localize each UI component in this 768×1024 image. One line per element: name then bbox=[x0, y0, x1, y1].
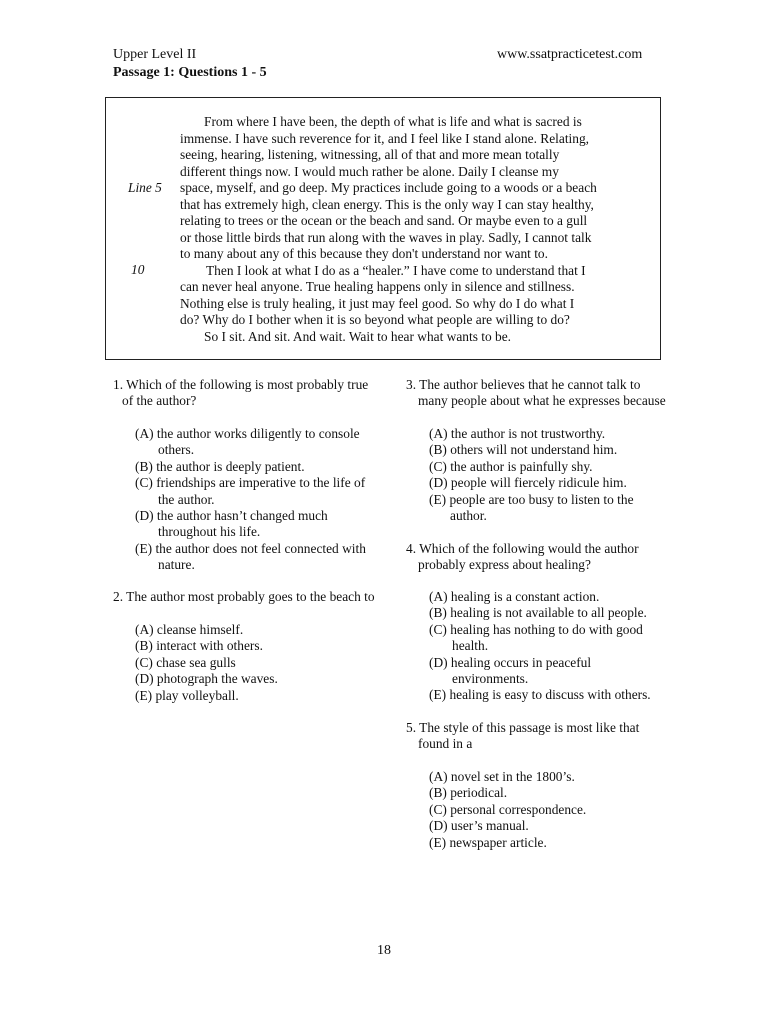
line-marker-5: Line 5 bbox=[128, 180, 162, 195]
passage-line: From where I have been, the depth of what is life and what is sacred is bbox=[204, 114, 582, 129]
passage-line: relating to trees or the ocean or the beach and sand. Or maybe even to a gull bbox=[180, 213, 588, 228]
question-4-option-b[interactable]: (B) healing is not available to all people. bbox=[429, 605, 647, 621]
question-3-stem: many people about what he expresses because bbox=[418, 393, 666, 409]
question-4-option-c: health. bbox=[452, 638, 489, 654]
question-2-option-d[interactable]: (D) photograph the waves. bbox=[135, 671, 278, 687]
passage-line: that has extremely high, clean energy. This is the only way I can stay healthy, bbox=[180, 196, 594, 212]
question-1-option-a[interactable]: (A) the author works diligently to console bbox=[135, 426, 360, 441]
level-title: Upper Level II bbox=[113, 47, 197, 62]
passage-line: do? Why do I bother when it is so beyond what people are willing to do? bbox=[180, 312, 570, 327]
passage-line: So I sit. And sit. And wait. Wait to hear what wants to be. bbox=[204, 328, 512, 344]
question-4-option-d: environments. bbox=[452, 671, 529, 686]
passage-line: or those little birds that run along with the waves in play. Sadly, I cannot talk bbox=[180, 229, 592, 245]
question-4-stem: 4. Which of the following would the author bbox=[406, 540, 639, 556]
passage-title: Passage 1: Questions 1 - 5 bbox=[113, 65, 267, 80]
question-4-option-a[interactable]: (A) healing is a constant action. bbox=[429, 589, 600, 604]
question-3-option-a[interactable]: (A) the author is not trustworthy. bbox=[429, 426, 606, 441]
question-1-option-e[interactable]: (E) the author does not feel connected with bbox=[135, 540, 366, 556]
question-5-stem: 5. The style of this passage is most like that bbox=[406, 720, 640, 735]
passage-line: to many about any of this because they don't understand nor want to. bbox=[180, 246, 548, 261]
passage-line: Nothing else is truly healing, it just may feel good. So why do I do what I bbox=[180, 295, 575, 311]
page-number: 18 bbox=[377, 943, 391, 958]
question-4-option-e[interactable]: (E) healing is easy to discuss with others. bbox=[429, 687, 651, 703]
passage-line: space, myself, and go deep. My practices include going to a woods or a beach bbox=[180, 180, 597, 195]
passage-line: Then I look at what I do as a “healer.” I have come to understand that I bbox=[206, 262, 586, 278]
question-5-option-d[interactable]: (D) user’s manual. bbox=[429, 818, 529, 834]
question-2-stem: 2. The author most probably goes to the beach to bbox=[113, 589, 375, 604]
question-2-option-c[interactable]: (C) chase sea gulls bbox=[135, 654, 236, 670]
question-1-option-a: others. bbox=[158, 442, 195, 458]
passage-line: can never heal anyone. True healing happens only in silence and stillness. bbox=[180, 279, 575, 294]
question-1-option-c: the author. bbox=[158, 491, 215, 507]
passage-line: seeing, hearing, listening, witnessing, all of that and more mean totally bbox=[180, 147, 560, 162]
passage-line: different things now. I would much rather be alone. Daily I cleanse my bbox=[180, 163, 559, 179]
site-url: www.ssatpracticetest.com bbox=[497, 47, 643, 62]
question-1-option-d: throughout his life. bbox=[158, 524, 261, 540]
question-3-stem: 3. The author believes that he cannot talk to bbox=[406, 377, 641, 392]
question-5-option-c[interactable]: (C) personal correspondence. bbox=[429, 801, 587, 817]
question-1-stem: 1. Which of the following is most probably true bbox=[113, 377, 369, 392]
question-4-option-c[interactable]: (C) healing has nothing to do with good bbox=[429, 621, 643, 637]
passage-line: immense. I have such reverence for it, and I feel like I stand alone. Relating, bbox=[180, 130, 589, 146]
question-5-stem: found in a bbox=[418, 736, 473, 752]
question-4-stem: probably express about healing? bbox=[418, 557, 591, 573]
question-3-option-d[interactable]: (D) people will fiercely ridicule him. bbox=[429, 475, 627, 491]
question-4-option-d[interactable]: (D) healing occurs in peaceful bbox=[429, 654, 592, 670]
question-1-option-c[interactable]: (C) friendships are imperative to the life of bbox=[135, 475, 366, 491]
question-3-option-e[interactable]: (E) people are too busy to listen to the bbox=[429, 491, 634, 507]
question-3-option-c[interactable]: (C) the author is painfully shy. bbox=[429, 458, 593, 474]
question-5-option-e[interactable]: (E) newspaper article. bbox=[429, 834, 547, 850]
question-2-option-a[interactable]: (A) cleanse himself. bbox=[135, 622, 244, 637]
question-1-option-e: nature. bbox=[158, 557, 195, 573]
question-5-option-b[interactable]: (B) periodical. bbox=[429, 785, 508, 801]
question-3-option-b[interactable]: (B) others will not understand him. bbox=[429, 442, 618, 458]
question-5-option-a[interactable]: (A) novel set in the 1800’s. bbox=[429, 769, 575, 784]
question-2-option-b[interactable]: (B) interact with others. bbox=[135, 638, 263, 654]
question-1-stem: of the author? bbox=[122, 393, 197, 409]
question-3-option-e: author. bbox=[450, 508, 487, 523]
question-1-option-b[interactable]: (B) the author is deeply patient. bbox=[135, 458, 305, 474]
question-2-option-e[interactable]: (E) play volleyball. bbox=[135, 687, 239, 703]
line-marker-10: 10 bbox=[131, 262, 145, 277]
question-1-option-d[interactable]: (D) the author hasn’t changed much bbox=[135, 508, 328, 523]
